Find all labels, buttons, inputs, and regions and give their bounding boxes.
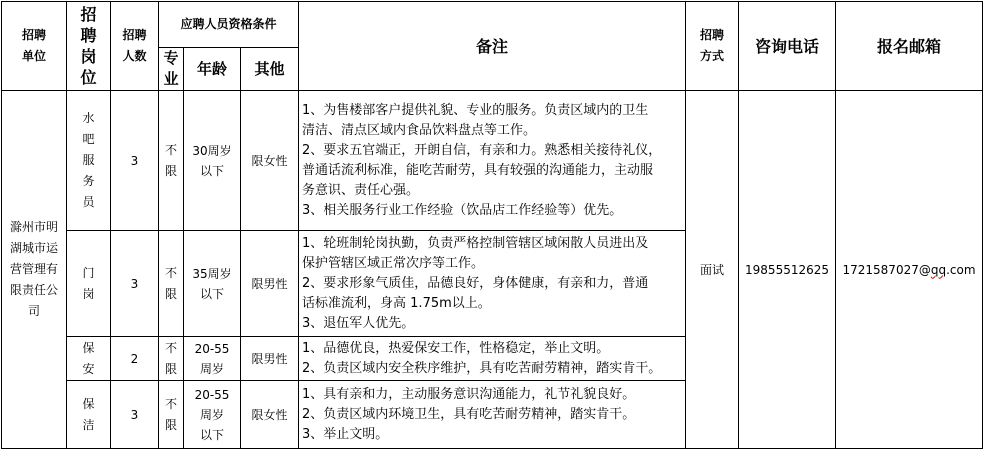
header-age: 年龄 [184, 48, 241, 91]
position-cell: 保洁 [67, 381, 111, 449]
position-cell: 保安 [67, 337, 111, 381]
remarks-cell: 1、具有亲和力，主动服务意识沟通能力，礼节礼貌良好。 2、负责区域内环境卫生，具有吃苦耐劳精神，踏实肯干。 3、举止文明。 [299, 381, 686, 449]
header-phone: 咨询电话 [739, 2, 836, 91]
recruitment-table [1, 1, 983, 449]
other-cell: 限女性 [241, 381, 299, 449]
header-other: 其他 [241, 48, 299, 91]
table-row [2, 91, 983, 231]
other-cell: 限男性 [241, 337, 299, 381]
count-cell: 2 [111, 337, 159, 381]
phone-cell: 19855512625 [739, 91, 836, 449]
other-cell: 限男性 [241, 231, 299, 337]
position-cell: 水吧服务员 [67, 91, 111, 231]
major-cell: 不限 [159, 231, 184, 337]
remarks-cell: 1、为售楼部客户提供礼貌、专业的服务。负责区域内的卫生 清洁、清点区域内食品饮料盘点等工作。 2、要求五官端正，开朗自信，有亲和力。熟悉相关接待礼仪， 普通话流利标准，能吃苦耐劳，具有较强的沟通能力，主动服 务意识、责任心强。 3、相关服务行业工作经验（饮品店工作经验等）优先。 [299, 91, 686, 231]
position-cell: 门岗 [67, 231, 111, 337]
age-cell: 20-55 周岁 以下 [184, 381, 241, 449]
age-cell: 35周岁 以下 [184, 231, 241, 337]
header-qualifications: 应聘人员资格条件 [159, 2, 299, 48]
count-cell: 3 [111, 381, 159, 449]
header-major: 专业 [159, 48, 184, 91]
remarks-cell: 1、轮班制轮岗执勤，负责严格控制管辖区域闲散人员进出及 保护管辖区域正常次序等工作。 2、要求形象气质佳，品德良好，身体健康，有亲和力，普通 话标准流利，身高 1.75m以上。 3、退伍军人优先。 [299, 231, 686, 337]
header-position: 招聘岗位 [67, 2, 111, 91]
email-cell: 1721587027@qq.com [836, 91, 983, 449]
major-cell: 不限 [159, 381, 184, 449]
remarks-cell: 1、品德优良，热爱保安工作，性格稳定，举止文明。 2、负责区域内安全秩序维护，具有吃苦耐劳精神，踏实肯干。 [299, 337, 686, 381]
header-count: 招聘人数 [111, 2, 159, 91]
header-method: 招聘方式 [686, 2, 739, 91]
age-cell: 30周岁 以下 [184, 91, 241, 231]
method-cell: 面试 [686, 91, 739, 449]
company-name: 滁州市明湖城市运营管理有限责任公司 [2, 91, 67, 449]
major-cell: 不限 [159, 91, 184, 231]
count-cell: 3 [111, 91, 159, 231]
count-cell: 3 [111, 231, 159, 337]
header-remarks: 备注 [299, 2, 686, 91]
major-cell: 不限 [159, 337, 184, 381]
header-unit: 招聘单位 [2, 2, 67, 91]
age-cell: 20-55 周岁 [184, 337, 241, 381]
other-cell: 限女性 [241, 91, 299, 231]
header-email: 报名邮箱 [836, 2, 983, 91]
